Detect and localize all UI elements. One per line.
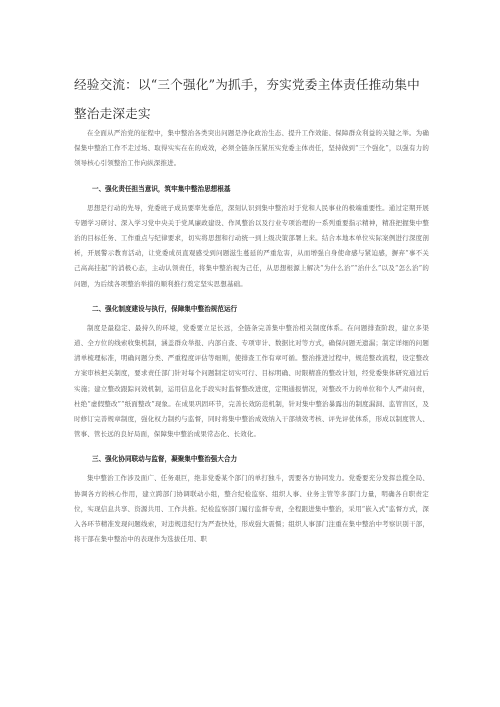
section-1-paragraph: 思想是行动的先导，党委班子成员要率先垂范，深刻认识到集中整治对于党和人民事业的极端重要性。通过定期开展专题学习研讨、深入学习党中央关于党风廉政建设、作风整治以及行业专项治理的一系列重要指示精神，精准把握集中整治的目标任务、工作重点与纪律要求，切实将思想和行动统一到上级决策部署上来。结合本地本单位实际案例进行深度剖析，开展警示教育活动，让党委成员直观感受到问题滋生蔓延的严重危害，从而增强自身使命感与紧迫感，摒弃“事不关己高高挂起”的消极心态，主动认领责任，将集中整治视为己任，从思想根源上解决“为什么治”“治什么”以及“怎么治”的问题，为后续各项整治举措的顺利推行奠定坚实思想基础。: [74, 203, 429, 288]
section-2-heading: 二、强化制度建设与执行，保障集中整治规范运行: [92, 304, 238, 313]
section-2-paragraph: 制度是最稳定、最持久的环境，党委要立足长远，全链条完善集中整治相关制度体系。在问题排查阶段，建立多渠道、全方位的线索收集机制，涵盖群众举报、内部自查、专项审计、数据比对等方式，确保问题无遗漏；制定详细的问题清单梳理标准，明确问题分类、严重程度评估等细则，使排查工作有章可循。整治推进过程中，规范整改流程，设定整改方案审核把关制度，要求责任部门针对每个问题制定切实可行、目标明确、时限精准的整改计划，经党委集体研究通过后实施；建立整改跟踪问效机制，运用信息化手段实时监督整改进度，定期通报情况，对整改不力的单位和个人严肃问责，杜绝“虚假整改”“纸面整改”现象。在成果巩固环节，完善长效防范机制，针对集中整治暴露出的制度漏洞、监管盲区，及时修订完善规章制度，强化权力制约与监督，同时将集中整治成效纳入干部绩效考核、评先评优体系，形成以制度管人、管事、管长远的良好局面，保障集中整治成果常态化、长效化。: [74, 323, 429, 439]
section-3-heading: 三、强化协同联动与监督，凝聚集中整治强大合力: [92, 455, 238, 464]
section-3-paragraph: 集中整治工作涉及面广、任务艰巨，绝非党委某个部门的单打独斗，需要各方协同发力。党委要充分发挥总揽全局、协调各方的核心作用，建立跨部门协调联动小组，整合纪检监察、组织人事、业务主管等多部门力量，明确各自职责定位，实现信息共享、资源共用、工作共推。纪检监察部门履行监督专责，全程跟进集中整治，采用“嵌入式”监督方式，深入各环节精准发现问题线索，对违规违纪行为严查快处，形成强大震慑；组织人事部门注重在集中整治中考察识别干部，将干部在集中整治中的表现作为选拔任用、职: [74, 474, 429, 544]
document-body: [74, 126, 429, 547]
section-1-heading: 一、强化责任担当意识，筑牢集中整治思想根基: [92, 184, 231, 193]
intro-paragraph: 在全面从严治党的征程中，集中整治各类突出问题是净化政治生态、提升工作效能、保障群众利益的关键之举。为确保集中整治工作不走过场、取得实实在在的成效，必须全链条压紧压实党委主体责任，坚持做到“三个强化”，以强有力的领导核心引领整治工作向纵深推进。: [74, 129, 429, 168]
document-title: 经验交流：以“三个强化”为抓手，夯实党委主体责任推动集中整治走深走实: [74, 77, 420, 121]
